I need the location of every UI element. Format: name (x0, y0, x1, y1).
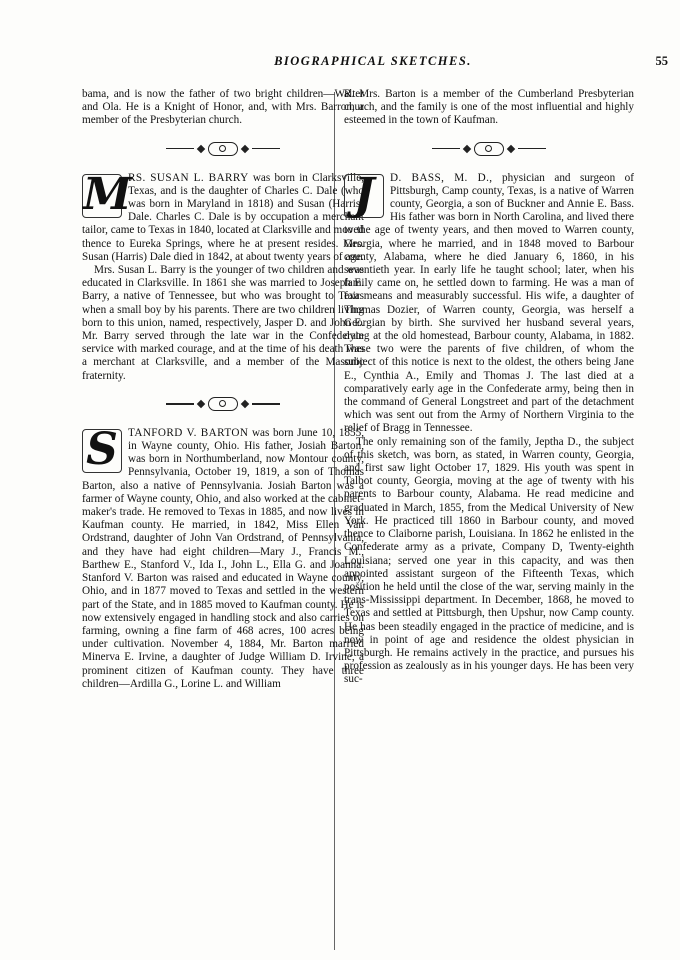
barton-continuation: R. Mrs. Barton is a member of the Cumberland Presbyterian church, and the family is one of the most influential and highly esteemed in the town of Kaufman. (344, 88, 634, 127)
bass-lead: D. BASS, M. D., (390, 171, 493, 184)
section-ornament (82, 393, 364, 415)
intro-paragraph: bama, and is now the father of two bright children—Walter and Ola. He is a Knight of Honor, and, with Mrs. Barron, a member of the Presbyterian church. (82, 88, 364, 127)
barry-paragraph-1 (82, 172, 364, 264)
running-title: BIOGRAPHICAL SKETCHES. (274, 54, 472, 68)
ornament-flourish-icon (474, 142, 504, 156)
ornament-flourish-icon (208, 397, 238, 411)
section-ornament (344, 138, 634, 160)
barry-paragraph-2: Mrs. Susan L. Barry is the younger of two children and was educated in Clarksville. In 1861 she was married to Joseph E. Barry, a native of Tennessee, but who was brought to Texas when a small boy by his parents. There are two children living born to this union, named, respectively, Jasper D. and John E. Mr. Barry served through the late war in the Confederate service with marked courage, and at the time of his death was a merchant at Clarksville, and a member of the Masonic fraternity. (82, 264, 364, 382)
right-column (344, 88, 634, 687)
bass-paragraph-1 (344, 172, 634, 436)
bass-dropcap: J (344, 174, 384, 218)
left-column (82, 88, 364, 691)
barton-lead: TANFORD V. BARTON (128, 426, 249, 439)
barton-sketch (82, 427, 364, 691)
barton-paragraph-1 (82, 427, 364, 691)
barry-paragraph-1-text: was born in Clarksville, Texas, and is the daughter of Charles C. Dale (who was born in Maryland in 1818) and Susan (Harris) Dale. Charles C. Dale is by occupation a merchant tailor, came to Texas in 1840, located at Clarksville and moved thence to Eureka Springs, where he at present resides. Mrs. Susan (Harris) Dale died in 1842, at about twenty years of age. (82, 171, 364, 263)
barry-sketch (82, 172, 364, 383)
barry-dropcap: M (83, 171, 132, 220)
bass-sketch (344, 172, 634, 687)
barton-paragraph-1-text: was born June 10, 1855, in Wayne county, Ohio. His father, Josiah Barton, was born in Northumberland, now Montour county, Pennsylvania, October 19, 1819, a son of Thomas Barton, also a native of Pennsylvania. Josiah Barton was a farmer of Wayne county, Ohio, and also worked at the cabinet-maker's trade. He removed to Texas in 1885, and now lives in Kaufman county. He married, in 1842, Miss Ellen Van Ordstrand, daughter of John Van Ordstrand, of Pennsylvania, and they have had eight children—Mary J., Francis M., Barthew E., Stanford V., Ida I., John L., Ella G. and Joanna. Stanford V. Barton was raised and educated in Wayne county, Ohio, and in 1877 moved to Texas and settled in the western part of the State, and in 1885 moved to Kaufman county. He is now extensively engaged in handling stock and also carries on farming, owning a fine farm of 468 acres, 100 acres being under cultivation. November 4, 1884, Mr. Barton married Minerva E. Irvine, a daughter of Judge William D. Irvine, a prominent citizen of Kaufman county. They have three children—Ardilla G., Lorine L. and William (82, 426, 364, 690)
ornament-flourish-icon (208, 142, 238, 156)
section-ornament (82, 138, 364, 160)
barton-dropcap: S (82, 429, 122, 473)
bass-paragraph-1-text: physician and surgeon of Pittsburgh, Camp county, Texas, is a native of Warren county, Georgia, a son of Buckner and Annie E. Bass. His father was born in North Carolina, and lived there to the age of twenty years, and then moved to Warren county, Georgia, where he married, and in 1848 moved to Barbour county, Alabama, where he died January 6, 1860, in his seventieth year. In early life he taught school; later, when his family came on, he settled down to farming. He was a man of fair means and measurably successful. His wife, a daughter of Thomas Dozier, of Warren county, Georgia, was herself a Georgian by birth. She survived her husband several years, dying at the old homestead, Barbour county, Alabama, in 1882. These two were the parents of five children, of whom the subject of this notice is next to the oldest, the others being Jane E., Cynthia A., Emily and Thomas J. The last died at a comparatively early age in the Confederate army, being then in the command of General Longstreet and part of the detachment which was sent out from the Army of Northern Virginia to the relief of Bragg in Tennessee. (344, 171, 634, 435)
bass-paragraph-2: The only remaining son of the family, Jeptha D., the subject of this sketch, was born, as stated, in Warren county, Georgia, and first saw light October 17, 1829. His youth was spent in Talbot county, Georgia, moving at the age of twenty with his parents to Barbour county, Alabama. He read medicine and graduated in March, 1855, from the Medical University of New York. He practiced till 1860 in Barbour county, and moved thence to Claiborne parish, Louisiana. In 1862 he enlisted in the Confederate army as a private, Company D, Twenty-eighth Louisiana; served one year in this capacity, and was then appointed assistant surgeon of the Fifteenth Texas, which position he held until the close of the war, serving mainly in the trans-Mississippi department. In December, 1868, he moved to Texas and settled at Pittsburgh, then Upshur, now Camp county. He has been steadily engaged in the practice of medicine, and is now in point of age and residence the oldest physician in Pittsburgh. He remains actively in the practice, and pursues his profession as zealously as in his younger days. He has been very suc- (344, 435, 634, 686)
page-number: 55 (655, 54, 668, 68)
page-header (78, 54, 668, 74)
barry-lead: RS. SUSAN L. BARRY (128, 171, 249, 184)
